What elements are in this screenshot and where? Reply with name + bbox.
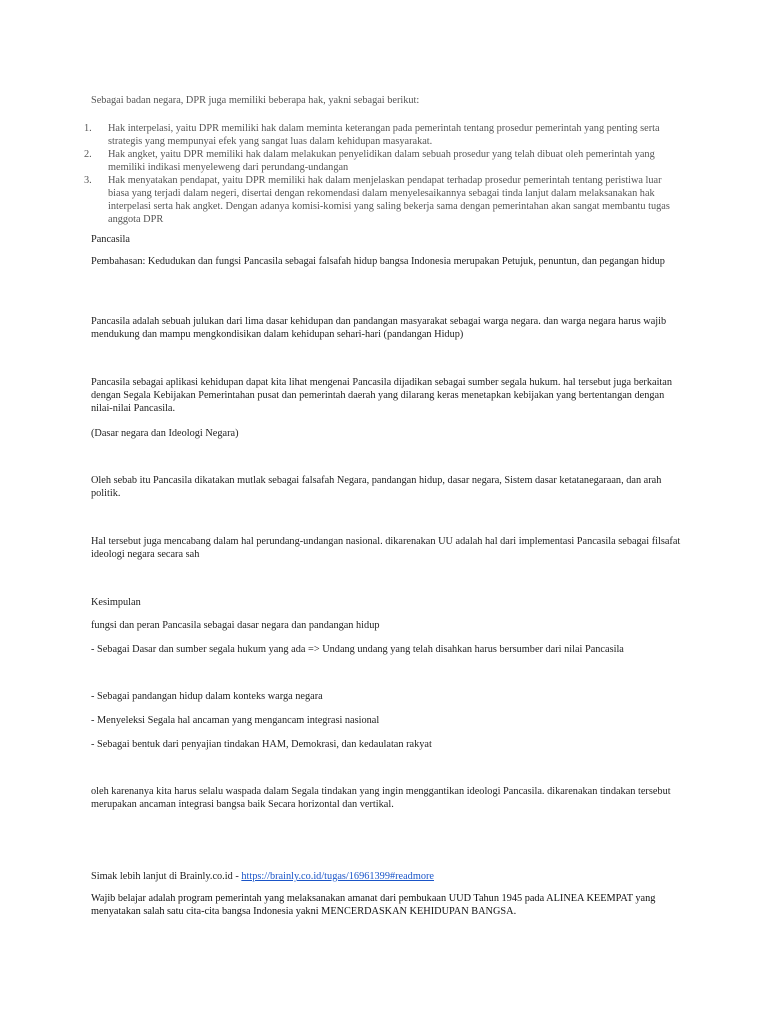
rights-list [84, 122, 684, 226]
brainly-link[interactable]: https://brainly.co.id/tugas/16961399#readmore [241, 871, 434, 882]
list-number: 2. [84, 149, 92, 160]
list-number: 1. [84, 123, 92, 134]
bullet-item: - Menyeleksi Segala hal ancaman yang mengancam integrasi nasional [91, 715, 380, 726]
paragraph-perundangan: Hal tersebut juga mencabang dalam hal perundang-undangan nasional. dikarenakan UU adalah hal dari implementasi Pancasila sebagai filsafat ideologi negara secara sah [91, 536, 681, 560]
list-item-text: Hak interpelasi, yaitu DPR memiliki hak dalam meminta keterangan pada pemerintah tentang prosedur pemerintah yang penting serta strategis yang mempunyai efek yang sangat luas dalam kehidupan masyarakat. [108, 123, 660, 147]
bullet-item: - Sebagai bentuk dari penyajian tindakan HAM, Demokrasi, dan kedaulatan rakyat [91, 739, 432, 750]
list-item-text: Hak menyatakan pendapat, yaitu DPR memiliki hak dalam menjelaskan pendapat terhadap prosedur pemerintah tentang peristiwa luar biasa yang terjadi dalam negeri, disertai dengan rekomendasi dalam menyelesaikannya sebagai tinda lanjut dalam melaksanakan hak interpelasi serta hak angket. Dengan adanya komisi-komisi yang saling bekerja sama dengan pemerintahan akan sangat membantu tugas anggota DPR [108, 175, 670, 225]
list-item [84, 122, 684, 148]
simak-text: Simak lebih lanjut di Brainly.co.id - [91, 871, 242, 882]
bullet-item: - Sebagai Dasar dan sumber segala hukum yang ada => Undang undang yang telah disahkan harus bersumber dari nilai Pancasila [91, 644, 624, 655]
heading-kesimpulan: Kesimpulan [91, 597, 141, 608]
list-item [84, 148, 684, 174]
simak-line [91, 870, 683, 883]
heading-pancasila: Pancasila [91, 234, 130, 245]
paragraph-dasar-negara: (Dasar negara dan Ideologi Negara) [91, 428, 239, 439]
pembahasan-paragraph: Pembahasan: Kedudukan dan fungsi Pancasila sebagai falsafah hidup bangsa Indonesia merupakan Petujuk, penuntun, dan pegangan hidup [91, 256, 665, 267]
bullet-item: - Sebagai pandangan hidup dalam konteks warga negara [91, 691, 323, 702]
intro-text: Sebagai badan negara, DPR juga memiliki beberapa hak, yakni sebagai berikut: [91, 95, 420, 106]
list-item-text: Hak angket, yaitu DPR memiliki hak dalam melakukan penyelidikan dalam sebuah prosedur yang telah dibuat oleh pemerintah yang memiliki indikasi menyeleweng dari perundang-undangan [108, 149, 655, 173]
paragraph-application: Pancasila sebagai aplikasi kehidupan dapat kita lihat mengenai Pancasila dijadikan sebagai sumber segala hukum. hal tersebut juga berkaitan dengan Segala Kebijakan Pemerintahan pusat dan pemerintah daerah yang dilarang keras menetapkan kebijakan yang bertentangan dengan nilai-nilai Pancasila. [91, 377, 673, 414]
list-item [84, 174, 684, 226]
list-number: 3. [84, 175, 92, 186]
paragraph-waspada: oleh karenanya kita harus selalu waspada dalam Segala tindakan yang ingin menggantikan ideologi Pancasila. dikarenakan tindakan tersebut merupakan ancaman integrasi bangsa baik Secara horizontal dan vertikal. [91, 786, 671, 810]
paragraph-wajib-belajar: Wajib belajar adalah program pemerintah yang melaksanakan amanat dari pembukaan UUD Tahun 1945 pada ALINEA KEEMPAT yang menyatakan salah satu cita-cita bangsa Indonesia yakni MENCERDASKAN KEHIDUPAN BANGSA. [91, 893, 656, 917]
paragraph-definition: Pancasila adalah sebuah julukan dari lima dasar kehidupan dan pandangan masyarakat sebagai warga negara. dan warga negara harus wajib mendukung dan mampu mengkondisikan dalam kehidupan sehari-hari (pandangan Hidup) [91, 316, 667, 340]
paragraph-fungsi: fungsi dan peran Pancasila sebagai dasar negara dan pandangan hidup [91, 620, 380, 631]
paragraph-falsafah: Oleh sebab itu Pancasila dikatakan mutlak sebagai falsafah Negara, pandangan hidup, dasar negara, Sistem dasar ketatanegaraan, dan arah politik. [91, 475, 662, 499]
